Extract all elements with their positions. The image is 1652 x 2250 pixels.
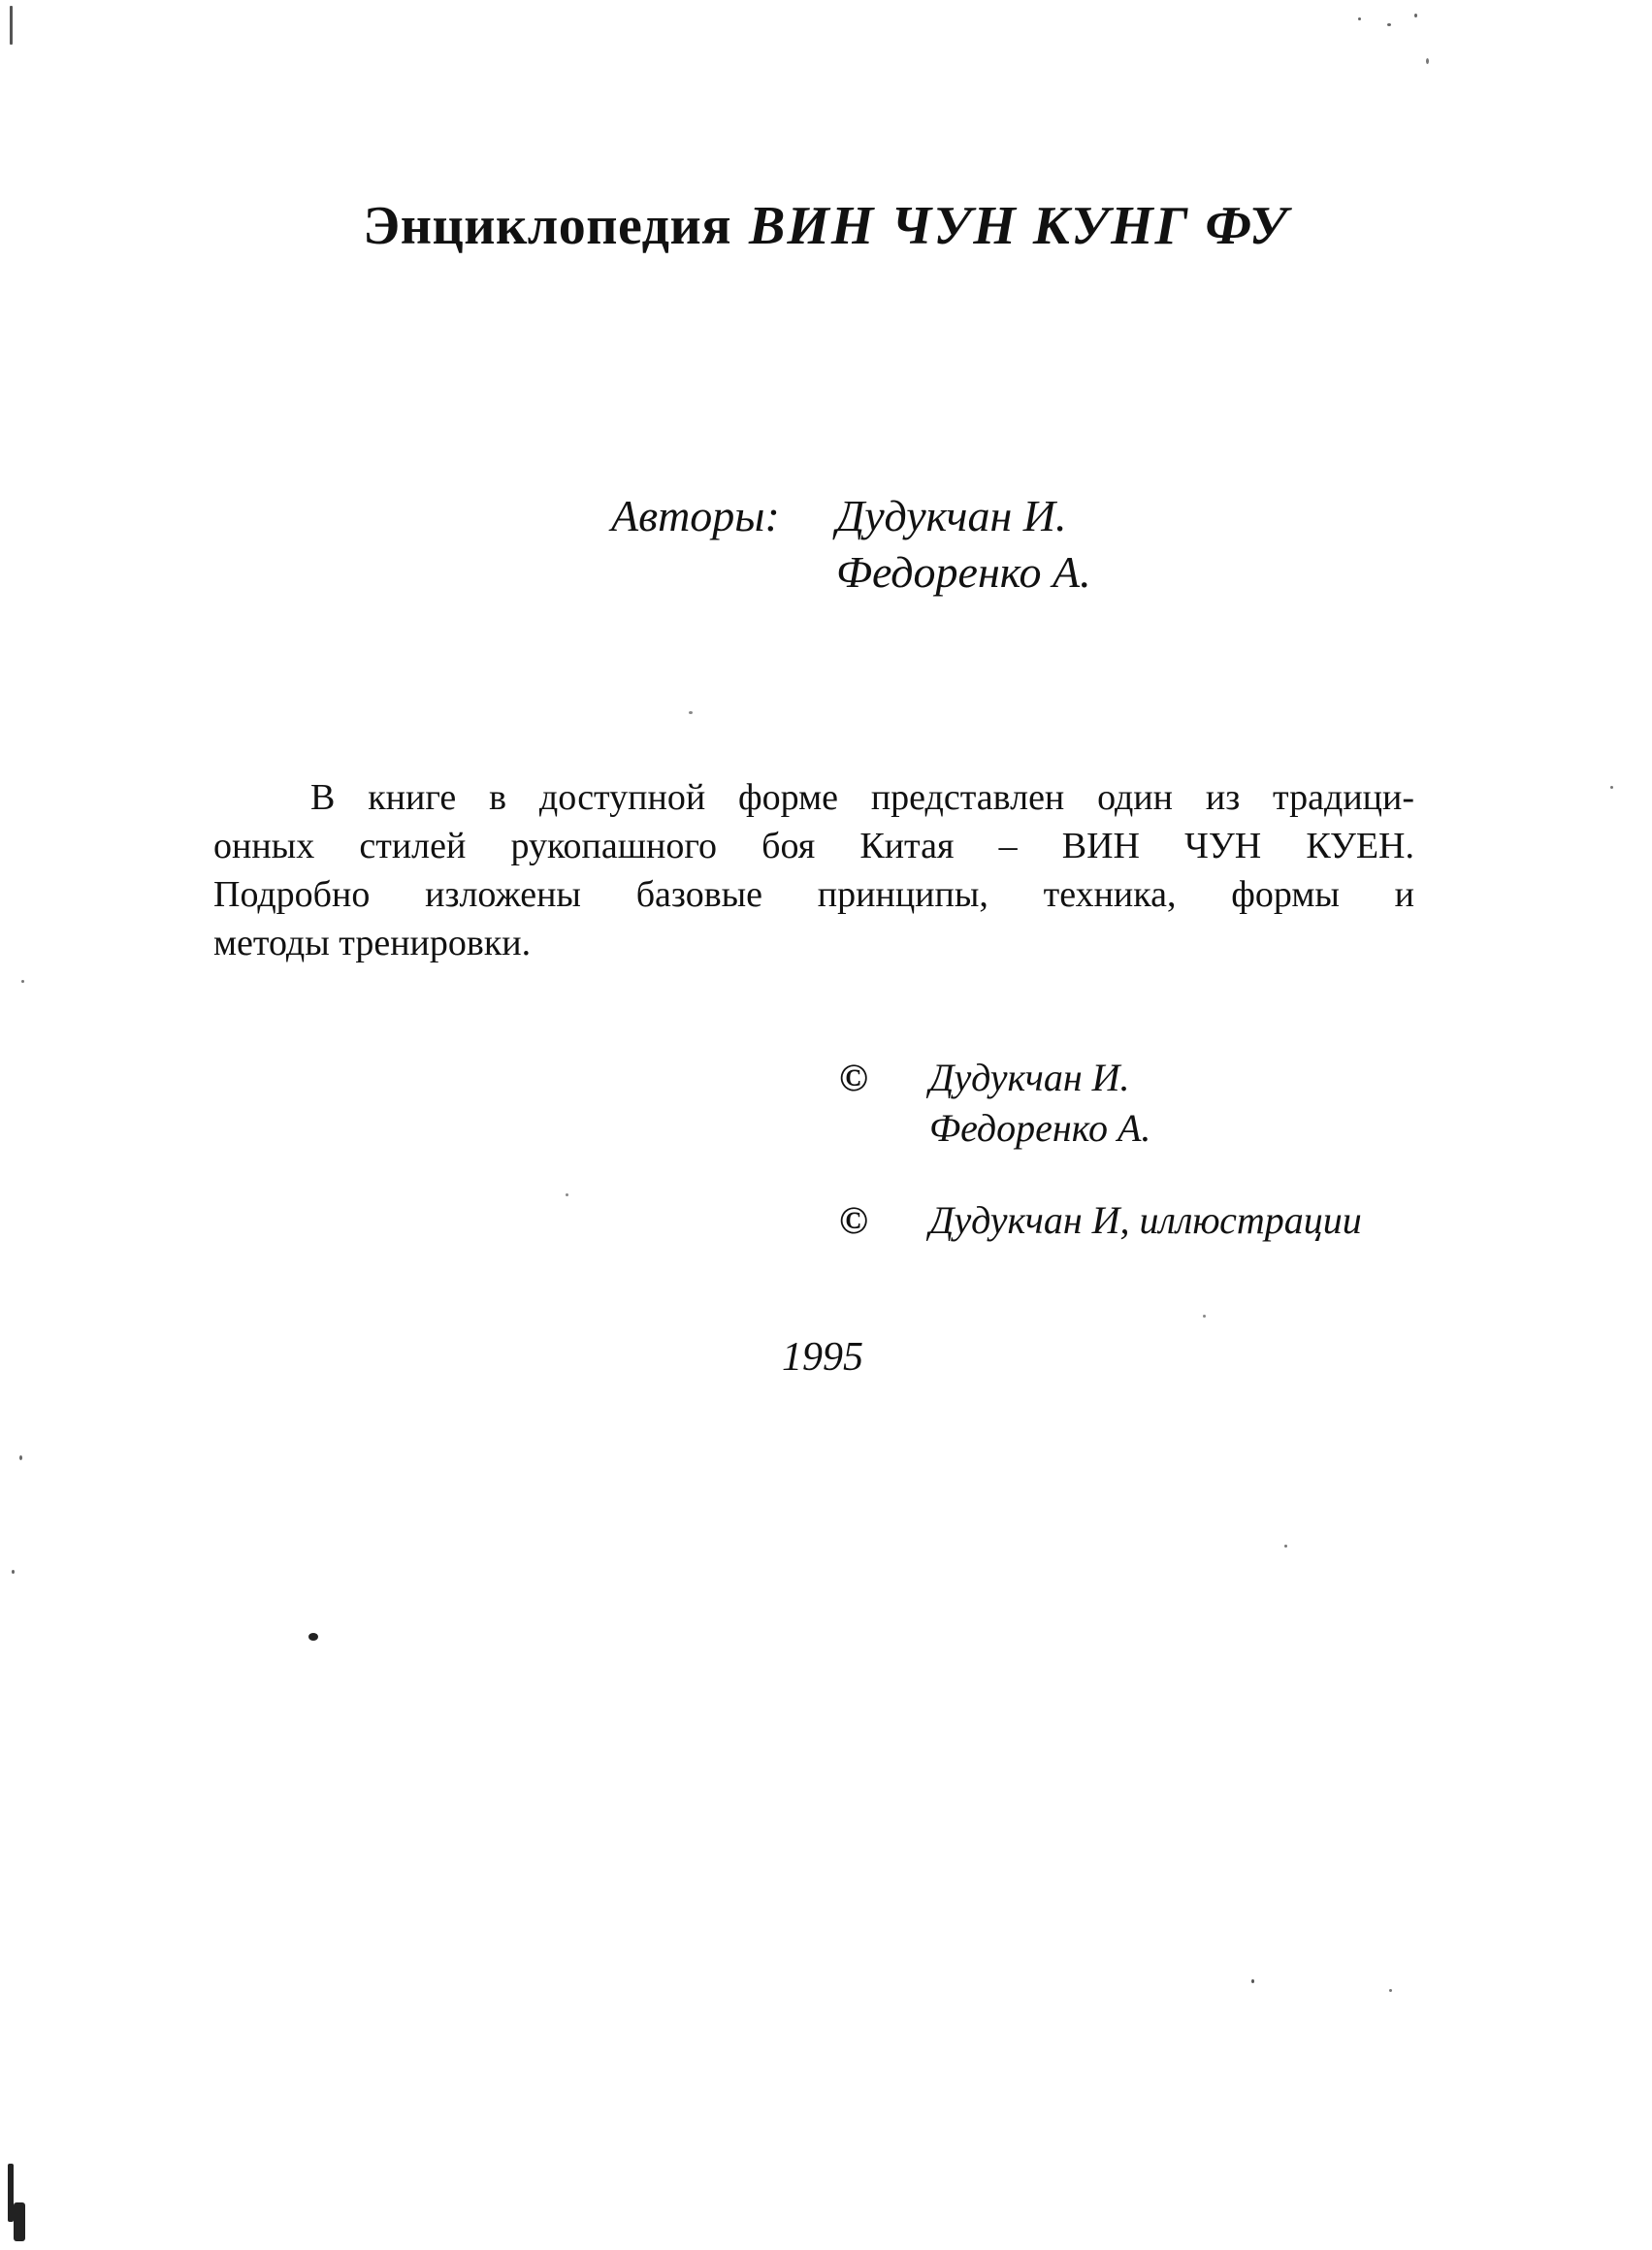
copyright-line: Федоренко А.: [929, 1106, 1151, 1150]
scan-speck: [19, 1455, 22, 1460]
scan-speck: [689, 711, 693, 714]
abstract-line: методы тренировки.: [213, 923, 532, 963]
scan-speck: [1284, 1545, 1287, 1548]
publication-year: 1995: [782, 1335, 863, 1380]
author-name: Дудукчан И.: [836, 491, 1067, 540]
copyright-names: [929, 1195, 1362, 1246]
book-abstract: [213, 773, 1414, 967]
copyright-icon: ©: [839, 1056, 868, 1099]
scan-speck: [14, 2202, 25, 2241]
scan-speck: [1426, 58, 1429, 64]
book-title-plain: Энциклопедия: [363, 196, 731, 256]
scan-speck: [308, 1633, 318, 1641]
scan-speck: [1414, 14, 1417, 17]
book-title-italic: ВИН ЧУН КУНГ ФУ: [749, 196, 1289, 256]
authors-label: Авторы:: [611, 491, 780, 540]
copyright-icon: ©: [839, 1198, 868, 1242]
scan-speck: [1358, 17, 1361, 20]
scan-speck: [12, 1570, 15, 1574]
copyright-line: Дудукчан И.: [929, 1056, 1130, 1099]
abstract-line: В книге в доступной форме представлен один из традици-: [310, 777, 1414, 818]
scan-speck: [1387, 23, 1391, 26]
scan-speck: [1203, 1315, 1206, 1318]
author-name: Федоренко А.: [836, 547, 1091, 597]
scan-speck: [566, 1193, 568, 1196]
abstract-line: Подробно изложены базовые принципы, техника, формы и: [213, 874, 1414, 915]
book-title: [0, 192, 1652, 260]
scan-speck: [1389, 1989, 1392, 1992]
abstract-line: онных стилей рукопашного боя Китая – ВИН ЧУН КУЕН.: [213, 826, 1414, 866]
authors-names: [836, 488, 1091, 601]
scan-speck: [1251, 1979, 1254, 1983]
scan-speck: [21, 980, 24, 983]
copyright-names: [929, 1053, 1150, 1154]
scan-speck: [1610, 786, 1613, 789]
copyright-line: Дудукчан И, иллюстрации: [929, 1198, 1362, 1242]
scan-speck: [10, 6, 13, 45]
